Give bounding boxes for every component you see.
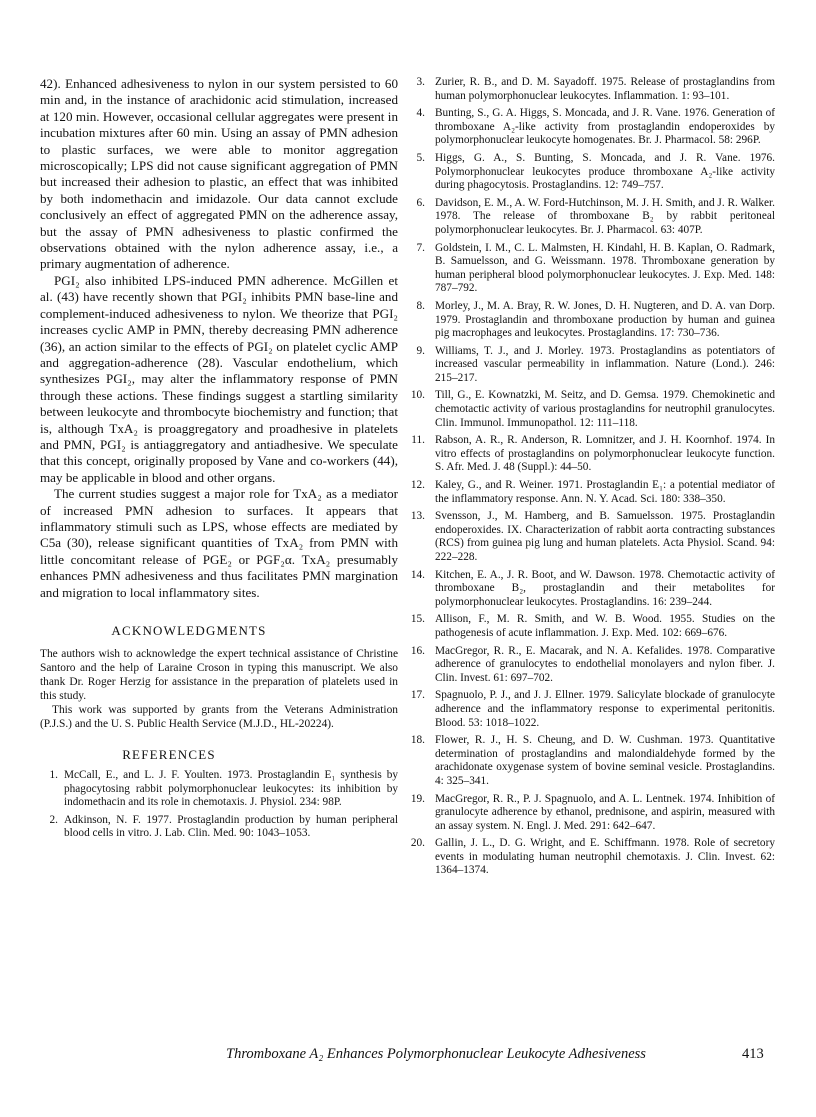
reference-item bbox=[413, 242, 775, 296]
reference-number: 2. bbox=[49, 813, 58, 826]
reference-number: 17. bbox=[410, 689, 425, 702]
reference-text: Bunting, S., G. A. Higgs, S. Moncada, and J. R. Vane. 1976. Generation of thromboxane A₂-like activity from prostaglandin endoperoxides by polymorphonuclear leukocyte homogenates. Br. J. Pharmacol. 58: 296P. bbox=[435, 107, 775, 147]
reference-number: 5. bbox=[416, 151, 425, 164]
reference-number: 15. bbox=[410, 613, 425, 626]
reference-number: 18. bbox=[410, 734, 425, 747]
acknowledgments-paragraph: This work was supported by grants from the Veterans Administration (P.J.S.) and the U. S. Public Health Service (M.J.D., HL-20224). bbox=[40, 704, 398, 730]
reference-text: Allison, F., M. R. Smith, and W. B. Wood. 1955. Studies on the pathogenesis of acute inflammation. J. Exp. Med. 102: 669–676. bbox=[435, 613, 775, 639]
reference-text: Zurier, R. B., and D. M. Sayadoff. 1975. Release of prostaglandins from human polymorphonuclear leukocytes. Inflammation. 1: 93–101. bbox=[435, 76, 775, 102]
reference-number: 7. bbox=[416, 241, 425, 254]
left-column bbox=[40, 76, 398, 845]
reference-text: Rabson, A. R., R. Anderson, R. Lomnitzer, and J. H. Koornhof. 1974. In vitro effects of prostaglandins on polymorphonuclear leukocyte function. S. Afr. Med. J. 48 (Suppl.): 44–50. bbox=[435, 434, 775, 474]
reference-text: Kaley, G., and R. Weiner. 1971. Prostaglandin E₁: a potential mediator of the inflammatory response. Ann. N. Y. Acad. Sci. 180: 338–350. bbox=[435, 479, 775, 505]
reference-item bbox=[413, 197, 775, 238]
reference-number: 6. bbox=[416, 196, 425, 209]
reference-item bbox=[413, 300, 775, 341]
right-column bbox=[410, 76, 775, 882]
reference-item bbox=[410, 689, 775, 730]
reference-text: Higgs, G. A., S. Bunting, S. Moncada, and J. R. Vane. 1976. Polymorphonuclear leukocytes produce thromboxane A₂-like activity during phagocytosis. Prostaglandins. 12: 749–757. bbox=[435, 151, 775, 192]
reference-text: Gallin, J. L., D. G. Wright, and E. Schiffmann. 1978. Role of secretory events in modulating human neutrophil chemotaxis. J. Clin. Invest. 62: 1364–1374. bbox=[435, 837, 775, 877]
reference-text: Flower, R. J., H. S. Cheung, and D. W. Cushman. 1973. Quantitative determination of prostaglandins and malondialdehyde formed by the arachidonate oxygenase system of bovine seminal vesicle. Prostaglandins. 4: 325–341. bbox=[435, 734, 775, 787]
reference-item bbox=[410, 734, 775, 788]
reference-number: 8. bbox=[416, 299, 425, 312]
reference-item bbox=[410, 837, 775, 878]
reference-text: Davidson, E. M., A. W. Ford-Hutchinson, M. J. H. Smith, and J. R. Walker. 1978. The release of thromboxane B₂ by rabbit peritoneal polymorphonuclear leukocytes. Br. J. Pharmacol. 63: 407P. bbox=[435, 196, 775, 236]
reference-text: MacGregor, R. R., E. Macarak, and N. A. Kefalides. 1978. Comparative adherence of granulocytes to endothelial monolayers and nylon fiber. J. Clin. Invest. 61: 697–702. bbox=[435, 644, 775, 684]
reference-item bbox=[413, 434, 775, 475]
reference-item bbox=[410, 479, 775, 506]
page-number: 413 bbox=[742, 1046, 764, 1062]
acknowledgments-heading: ACKNOWLEDGMENTS bbox=[111, 623, 267, 638]
reference-item bbox=[410, 613, 775, 640]
reference-number: 1. bbox=[49, 769, 58, 781]
acknowledgments-paragraph: The authors wish to acknowledge the expert technical assistance of Christine Santoro and the help of Laraine Croson in typing this manuscript. We also thank Dr. Roger Herzig for assistance in the preparation of platelets used in this study. bbox=[40, 648, 398, 702]
reference-number: 10. bbox=[410, 389, 425, 402]
reference-item bbox=[40, 769, 398, 810]
reference-item bbox=[410, 510, 775, 564]
reference-number: 11. bbox=[411, 434, 425, 447]
running-title: Thromboxane A₂ Enhances Polymorphonuclear Leukocyte Adhesiveness bbox=[226, 1046, 646, 1062]
body-paragraph: 42). Enhanced adhesiveness to nylon in our system persisted to 60 min and, in the instance of arachidonic acid stimulation, increased at 120 min. However, occasional cellular aggregates were present in incubation mixtures after 60 min. Using an assay of PMN adhesion to plastic surfaces, we were able to monitor aggregation microscopically; LPS did not cause significant aggregation of PMN but increased their adhesion to plastic, an effect that was inhibited by both indomethacin and imidazole. Our data cannot exclude conclusively an effect of aggregated PMN on the adherence assay, but the assay of PMN adhesiveness to plastic confirmed the observations obtained with the nylon adherence assay, i.e., a primary augmentation of adherence. bbox=[40, 76, 398, 272]
reference-number: 14. bbox=[410, 568, 425, 581]
reference-text: Till, G., E. Kownatzki, M. Seitz, and D. Gemsa. 1979. Chemokinetic and chemotactic activity of various prostaglandins for neutrophil granulocytes. Clin. Immunol. Immunopathol. 12: 111–118. bbox=[435, 389, 775, 429]
reference-text: Spagnuolo, P. J., and J. J. Ellner. 1979. Salicylate blockade of granulocyte adherence and the inflammatory response to experimental peritonitis. Blood. 53: 1018–1022. bbox=[435, 689, 775, 729]
reference-number: 12. bbox=[410, 479, 425, 492]
reference-text: Goldstein, I. M., C. L. Malmsten, H. Kindahl, H. B. Kaplan, O. Radmark, B. Samuelsson, and G. Weissmann. 1978. Thromboxane generation by human peripheral blood polymorphonuclear leukocytes. J. Exp. Med. 148: 787–792. bbox=[435, 241, 775, 295]
reference-item bbox=[413, 107, 775, 148]
reference-number: 3. bbox=[416, 76, 425, 88]
reference-number: 19. bbox=[410, 792, 425, 805]
reference-text: Kitchen, E. A., J. R. Boot, and W. Dawson. 1978. Chemotactic activity of thromboxane B₂, prostaglandin and their metabolites for polymorphonuclear leukocytes. Prostaglandins. 16: 239–244. bbox=[435, 568, 775, 608]
reference-item bbox=[413, 76, 775, 103]
body-paragraph: The current studies suggest a major role for TxA₂ as a mediator of increased PMN adhesion to surfaces. It appears that inflammatory stimuli such as LPS, whose effects are mediated by C5a (30), release significant quantities of TxA₂ from PMN with little concomitant release of PGE₂ or PGF₂α. TxA₂ presumably enhances PMN adhesiveness and thus facilitates PMN margination and migration to local inflammatory sites. bbox=[40, 486, 398, 600]
reference-number: 13. bbox=[410, 510, 425, 523]
reference-text: MacGregor, R. R., P. J. Spagnuolo, and A. L. Lentnek. 1974. Inhibition of granulocyte adherence by ethanol, prednisone, and aspirin, measured with an assay system. N. Engl. J. Med. 291: 642–647. bbox=[435, 792, 775, 832]
reference-text: Adkinson, N. F. 1977. Prostaglandin production by human peripheral blood cells in vitro. J. Lab. Clin. Med. 90: 1043–1053. bbox=[64, 813, 398, 840]
reference-text: Svensson, J., M. Hamberg, and B. Samuelsson. 1975. Prostaglandin endoperoxides. IX. Characterization of rabbit aorta contracting substances (RCS) from guinea pig lung and human platelets. Acta Physiol. Scand. 94: 222–228. bbox=[435, 510, 775, 563]
reference-number: 16. bbox=[410, 644, 425, 657]
reference-text: Williams, T. J., and J. Morley. 1973. Prostaglandins as potentiators of increased vascular permeability in inflammation. Nature (Lond.). 246: 215–217. bbox=[435, 344, 775, 384]
reference-item bbox=[413, 152, 775, 193]
reference-number: 20. bbox=[410, 837, 425, 850]
reference-number: 4. bbox=[416, 107, 425, 120]
reference-item bbox=[413, 345, 775, 386]
reference-item bbox=[410, 568, 775, 610]
reference-list bbox=[40, 769, 398, 841]
reference-item bbox=[410, 644, 775, 686]
reference-number: 9. bbox=[416, 344, 425, 357]
reference-text: McCall, E., and L. J. F. Youlten. 1973. Prostaglandin E₁ synthesis by phagocytosing rabbit polymorphonuclear leukocytes: its inhibition by indomethacin and its role in chemotaxis. J. Physiol. 234: 98P. bbox=[64, 769, 398, 809]
reference-text: Morley, J., M. A. Bray, R. W. Jones, D. H. Nugteren, and D. A. van Dorp. 1979. Prostaglandin and thromboxane production by human and guinea pig macrophages and leukocytes. Prostaglandins. 17: 730–736. bbox=[435, 299, 775, 340]
reference-item bbox=[40, 814, 398, 841]
body-paragraph: PGI₂ also inhibited LPS-induced PMN adherence. McGillen et al. (43) have recently shown that PGI₂ inhibits PMN base-line and complement-induced adhesiveness to nylon. We theorize that PGI₂ increases cyclic AMP in PMN, thereby decreasing PMN adherence (36), an action similar to the effects of PGI₂ on platelet cyclic AMP and aggregation-adherence (28). Vascular endothelium, which synthesizes PGI₂, may alter the inflammatory response of PMN through these actions. These findings suggest a startling similarity between leukocyte and thrombocyte biochemistry and function; that is, although TxA₂ is proaggregatory and proadhesive in platelets and PMN, PGI₂ is antiaggregatory and antiadhesive. We speculate that this concept, originally proposed by Vane and co-workers (44), may be applicable in blood and other organs. bbox=[40, 272, 398, 485]
references-heading: REFERENCES bbox=[122, 747, 216, 762]
reference-item bbox=[410, 792, 775, 834]
reference-item bbox=[410, 389, 775, 430]
reference-list bbox=[410, 76, 775, 878]
